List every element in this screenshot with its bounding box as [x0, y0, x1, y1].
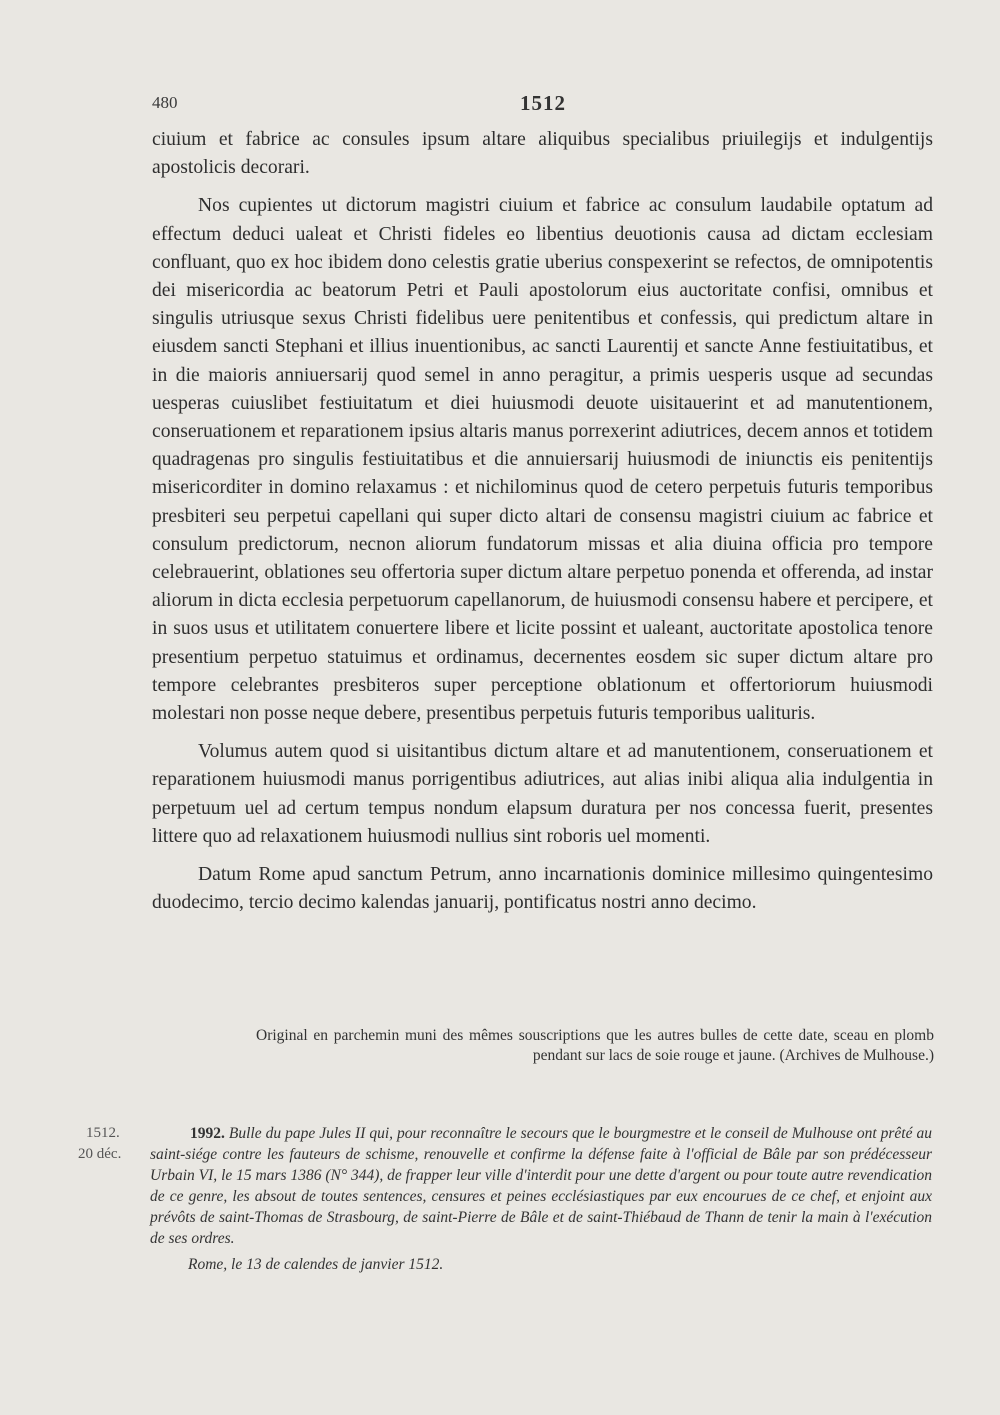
paragraph-indulgence: Nos cupientes ut dictorum magistri ciuium et fabrice ac consulum laudabile optatum ad effectum deduci ualeat et Christi fideles eo libentius deuotionis causa ad dictam ecclesiam confluant, quo ex hoc ibidem dono celestis gratie uberius conspexerint se refectos, de omnipotentis dei misericordia ac beatorum Petri et Pauli apostolorum eius auctoritate confisi, omnibus et singulis utriusque sexus Christi fidelibus uere penitentibus et confessis, qui predictum altare in eiusdem sancti Stephani et illius inuentionibus, ac sancti Laurentij et sancte Anne festiuitatibus, et in die maioris anniuersarij quod semel in anno peragitur, a primis uesperis usque ad secundas uesperas cuiuslibet festiuitatum et diei huiusmodi deuote uisitauerint et ad manutentionem, conseruationem et reparationem ipsius altaris manus porrexerint adiutrices, decem annos et totidem quadragenas pro singulis festiuitatibus et die annuiersarij huiusmodi de iniunctis eis penitentijs misericorditer in domino relaxamus : et nichilominus quod de cetero perpetuis futuris temporibus presbiteri seu perpetui capellani qui super dicto altari de consensu magistri ciuium ac fabrice et consulum predictorum, necnon aliorum fundatorum missas et alia diuina officia pro tempore celebrauerint, oblationes seu offertoria super dictum altare perpetuo ponenda et offerenda, ad instar aliorum in dicta ecclesia perpetuorum capellanorum, de huiusmodi consensu habere et percipere, et in suos usus et utilitatem conuertere libere et licite possint et ualeant, auctoritate apostolica tenore presentium perpetuo statuimus et ordinamus, decernentes eosdem sic super dictum altare pro tempore celebrantes presbiteros super perceptione oblationum et offertoriorum huiusmodi molestari non posse neque debere, presentibus perpetuis futuris temporibus ualituris.: [152, 195, 933, 725]
entry-number: 1992.: [190, 1125, 225, 1142]
margin-year: 1512.: [86, 1125, 120, 1141]
main-text: [152, 126, 933, 927]
page-header: [152, 93, 932, 121]
paragraph-datum: Datum Rome apud sanctum Petrum, anno incarnationis dominice millesimo quingentesimo duodecimo, tercio decimo kalendas januarij, pontificatus nostri anno decimo.: [152, 864, 933, 914]
year-heading: 1512: [520, 91, 566, 115]
paragraph-continuation: ciuium et fabrice ac consules ipsum altare aliquibus specialibus priuilegijs et indulgentijs apostolicis decorari.: [152, 129, 933, 179]
margin-date: 20 déc.: [78, 1146, 122, 1162]
page-number: 480: [152, 93, 178, 112]
entry-summary: Bulle du pape Jules II qui, pour reconnaître le secours que le bourgmestre et le conseil de Mulhouse ont prêté au saint-siége contre les fauteurs de schisme, renouvelle et confirme la défense faite à l'official de Bâle par son prédécesseur Urbain VI, le 15 mars 1386 (N° 344), de frapper leur ville d'interdit pour une dette d'argent ou pour toute autre revendication de ce genre, les absout de toutes sentences, censures et peines ecclésiastiques par eux encourues de ce chef, et enjoint aux prévôts de saint-Thomas de Strasbourg, de saint-Pierre de Bâle et de saint-Thiébaud de Thann de tenir la main à l'exécution de ses ordres.: [150, 1125, 932, 1247]
entry-place-date: Rome, le 13 de calendes de janvier 1512.: [188, 1256, 444, 1273]
paragraph-volumus: Volumus autem quod si uisitantibus dictum altare et ad manutentionem, conseruationem et reparationem huiusmodi manus porrigentibus adiutrices, aut alias inibi aliqua alia indulgentia in perpetuum uel ad certum tempus nondum elapsum duratura per nos concessa fuerit, presentes littere quo ad relaxationem huiusmodi nullius sint roboris uel momenti.: [152, 741, 933, 847]
source-note: Original en parchemin muni des mêmes souscriptions que les autres bulles de cette date, sceau en plomb pendant sur lacs de soie rouge et jaune. (Archives de Mulhouse.): [256, 1027, 934, 1064]
entry-summary-paragraph: [150, 1123, 932, 1249]
document-entry: [150, 1123, 932, 1275]
